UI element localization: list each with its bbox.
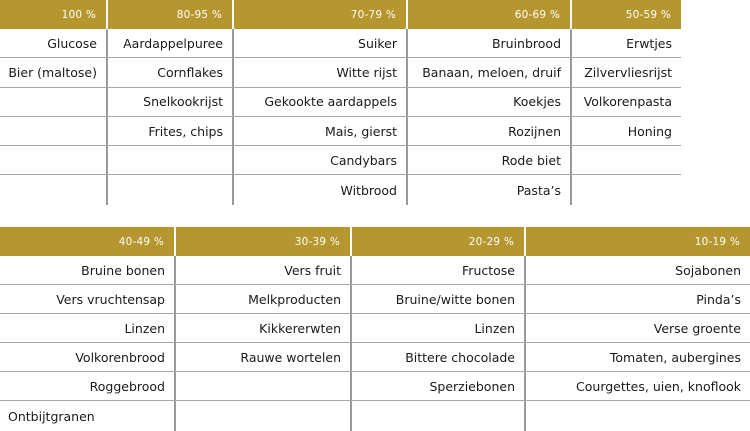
table-cell: Volkorenpasta bbox=[570, 88, 681, 117]
table-cell: Erwtjes bbox=[570, 29, 681, 58]
gi-table-high bbox=[0, 0, 681, 205]
table-cell: Aardappelpuree bbox=[106, 29, 232, 58]
table-cell bbox=[174, 401, 350, 430]
table-cell bbox=[350, 401, 524, 430]
table-cell: Vers fruit bbox=[174, 256, 350, 285]
table-cell: Vers vruchtensap bbox=[0, 285, 174, 314]
table-cell bbox=[0, 117, 106, 146]
table-cell: Tomaten, aubergines bbox=[524, 343, 750, 372]
table-cell: Pasta’s bbox=[406, 175, 570, 204]
table-cell: Sojabonen bbox=[524, 256, 750, 285]
table-cell: Koekjes bbox=[406, 88, 570, 117]
table-cell: Volkorenbrood bbox=[0, 343, 174, 372]
table-cell bbox=[570, 175, 681, 204]
table-cell: Bier (maltose) bbox=[0, 58, 106, 87]
table-cell: Courgettes, uien, knoflook bbox=[524, 372, 750, 401]
table-cell: Rode biet bbox=[406, 146, 570, 175]
table-cell bbox=[106, 175, 232, 204]
gi-table-low bbox=[0, 227, 750, 431]
table-cell: Verse groente bbox=[524, 314, 750, 343]
column-header: 100 % bbox=[0, 0, 106, 29]
table-cell: Bittere chocolade bbox=[350, 343, 524, 372]
table-cell: Suiker bbox=[232, 29, 406, 58]
table-cell: Ontbijtgranen bbox=[8, 408, 95, 424]
table-cell: Candybars bbox=[232, 146, 406, 175]
table-cell: Honing bbox=[570, 117, 681, 146]
column-header: 20-29 % bbox=[350, 227, 524, 256]
table-cell: Sperziebonen bbox=[350, 372, 524, 401]
table-cell: Pinda’s bbox=[524, 285, 750, 314]
column-header: 70-79 % bbox=[232, 0, 406, 29]
table-cell: Gekookte aardappels bbox=[232, 88, 406, 117]
table-cell: Zilvervliesrijst bbox=[570, 58, 681, 87]
table-cell bbox=[174, 372, 350, 401]
table-cell: Bruinbrood bbox=[406, 29, 570, 58]
table-cell bbox=[524, 401, 750, 430]
table-cell: Witbrood bbox=[232, 175, 406, 204]
column-header: 60-69 % bbox=[406, 0, 570, 29]
table-cell: Rozijnen bbox=[406, 117, 570, 146]
column-header: 30-39 % bbox=[174, 227, 350, 256]
table-cell: Roggebrood bbox=[0, 372, 174, 401]
table-cell bbox=[570, 146, 681, 175]
table-cell: Witte rijst bbox=[232, 58, 406, 87]
column-header: 80-95 % bbox=[106, 0, 232, 29]
table-cell bbox=[0, 175, 106, 204]
table-cell: Mais, gierst bbox=[232, 117, 406, 146]
table-cell: Melkproducten bbox=[174, 285, 350, 314]
table-cell: Glucose bbox=[0, 29, 106, 58]
table-cell: Bruine/witte bonen bbox=[350, 285, 524, 314]
column-header: 50-59 % bbox=[570, 0, 681, 29]
table-cell: Snelkookrijst bbox=[106, 88, 232, 117]
table-cell: Banaan, meloen, druif bbox=[406, 58, 570, 87]
table-cell: Linzen bbox=[350, 314, 524, 343]
table-cell: Bruine bonen bbox=[0, 256, 174, 285]
column-header: 10-19 % bbox=[524, 227, 750, 256]
table-cell bbox=[0, 88, 106, 117]
column-header: 40-49 % bbox=[0, 227, 174, 256]
table-cell: Frites, chips bbox=[106, 117, 232, 146]
table-cell: Kikkererwten bbox=[174, 314, 350, 343]
table-cell: Cornflakes bbox=[106, 58, 232, 87]
table-cell: Rauwe wortelen bbox=[174, 343, 350, 372]
table-cell: Linzen bbox=[0, 314, 174, 343]
table-cell bbox=[0, 146, 106, 175]
table-cell bbox=[106, 146, 232, 175]
table-cell: Fructose bbox=[350, 256, 524, 285]
